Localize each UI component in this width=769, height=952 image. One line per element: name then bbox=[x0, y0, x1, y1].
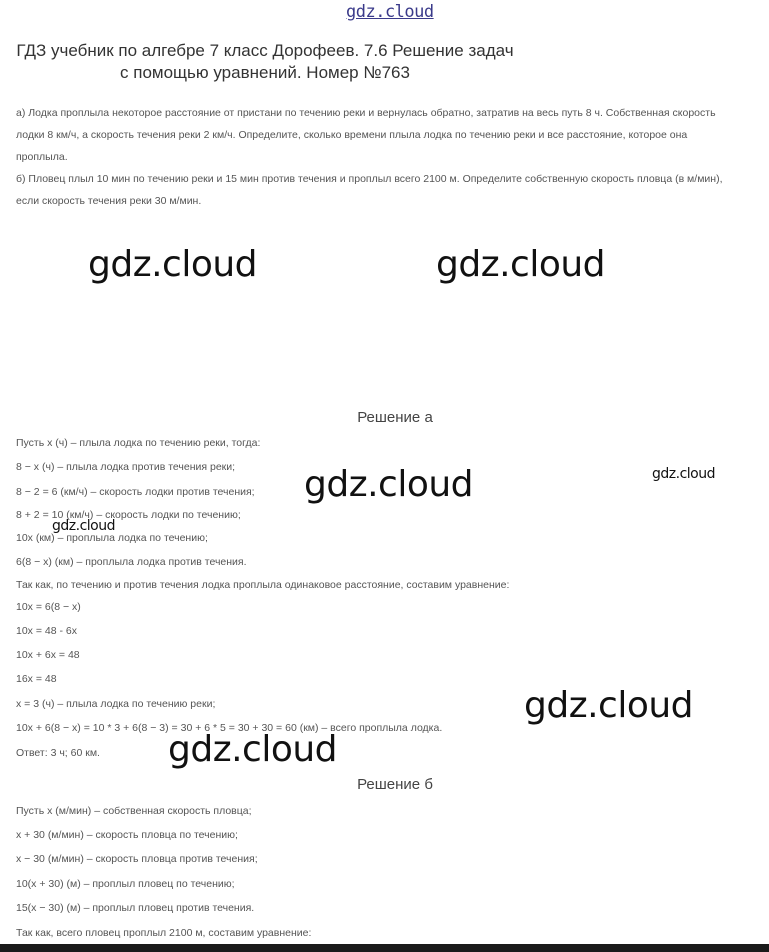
solution-a-line: Пусть x (ч) – плыла лодка по течению реки, тогда: bbox=[16, 437, 261, 449]
solution-a-line: x = 3 (ч) – плыла лодка по течению реки; bbox=[16, 698, 216, 710]
watermark: gdz.cloud bbox=[52, 518, 115, 534]
solution-a-heading: Решение а bbox=[357, 409, 433, 426]
problem-b-line-1: б) Пловец плыл 10 мин по течению реки и 15 мин против течения и проплыл всего 2100 м. Определите собственную скорость пловца (в м/мин), bbox=[16, 173, 723, 185]
solution-a-line: 8 − x (ч) – плыла лодка против течения реки; bbox=[16, 461, 236, 473]
watermark: gdz.cloud bbox=[524, 685, 694, 726]
equation-line: 10x = 6(8 − x) bbox=[16, 601, 81, 613]
answer-a: Ответ: 3 ч; 60 км. bbox=[16, 747, 100, 759]
problem-a-line-3: проплыла. bbox=[16, 151, 68, 163]
watermark: gdz.cloud bbox=[436, 244, 606, 285]
solution-a-line: Так как, по течению и против течения лодка проплыла одинаковое расстояние, составим уравнение: bbox=[16, 579, 510, 591]
solution-b-line: Пусть x (м/мин) – собственная скорость пловца; bbox=[16, 805, 252, 817]
solution-b-line: 15(x − 30) (м) – проплыл пловец против течения. bbox=[16, 902, 255, 914]
problem-b-line-2: если скорость течения реки 30 м/мин. bbox=[16, 195, 202, 207]
solution-b-line: x − 30 (м/мин) – скорость пловца против течения; bbox=[16, 853, 258, 865]
bottom-bar bbox=[0, 944, 769, 952]
watermark: gdz.cloud bbox=[168, 729, 338, 770]
solution-a-line: 6(8 − x) (км) – проплыла лодка против течения. bbox=[16, 556, 247, 568]
page-title bbox=[0, 40, 530, 84]
watermark: gdz.cloud bbox=[652, 466, 715, 482]
solution-a-line: 10x + 6(8 − x) = 10 * 3 + 6(8 − 3) = 30 + 6 * 5 = 30 + 30 = 60 (км) – всего проплыла лодка. bbox=[16, 722, 443, 734]
solution-b-line: 10(x + 30) (м) – проплыл пловец по течению; bbox=[16, 878, 235, 890]
equation-line: 10x + 6x = 48 bbox=[16, 649, 80, 661]
equation-line: 16x = 48 bbox=[16, 673, 57, 685]
equation-line: 10x = 48 - 6x bbox=[16, 625, 77, 637]
problem-a-line-2: лодки 8 км/ч, а скорость течения реки 2 км/ч. Определите, сколько времени плыла лодка по течению реки и все расстояние, которое она bbox=[16, 129, 688, 141]
solution-a-line: 8 + 2 = 10 (км/ч) – скорость лодки по течению; bbox=[16, 509, 241, 521]
problem-a-line-1: а) Лодка проплыла некоторое расстояние от пристани по течению реки и вернулась обратно, затратив на весь путь 8 ч. Собственная скорость bbox=[16, 107, 716, 119]
watermark: gdz.cloud bbox=[304, 464, 474, 505]
solution-b-line: Так как, всего пловец проплыл 2100 м, составим уравнение: bbox=[16, 927, 312, 939]
solution-a-line: 8 − 2 = 6 (км/ч) – скорость лодки против течения; bbox=[16, 486, 255, 498]
title-line-2: с помощью уравнений. Номер №763 bbox=[120, 63, 410, 82]
problem-statement bbox=[16, 102, 756, 212]
watermark: gdz.cloud bbox=[88, 244, 258, 285]
title-line-1: ГДЗ учебник по алгебре 7 класс Дорофеев. 7.6 Решение задач bbox=[16, 41, 514, 60]
solution-b-heading: Решение б bbox=[357, 776, 433, 793]
solution-a-line: 10x (км) – проплыла лодка по течению; bbox=[16, 532, 208, 544]
solution-b-line: x + 30 (м/мин) – скорость пловца по течению; bbox=[16, 829, 238, 841]
watermark-top[interactable]: gdz.cloud bbox=[346, 2, 434, 22]
